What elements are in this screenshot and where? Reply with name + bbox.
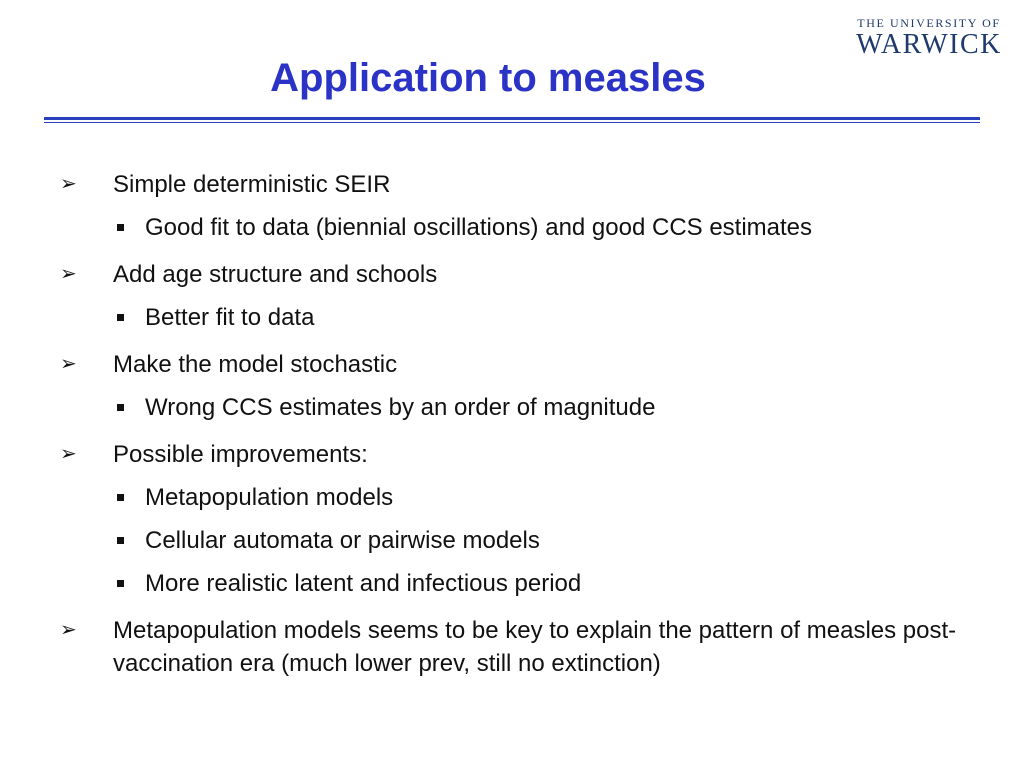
- sub-bullet-item: [113, 211, 980, 244]
- sub-bullet-text: More realistic latent and infectious period: [145, 570, 582, 597]
- bullet-group: [60, 614, 980, 680]
- arrowhead-bullet-icon: ➢: [60, 619, 77, 641]
- bullet-text: Possible improvements:: [113, 441, 368, 468]
- bullet-text: Metapopulation models seems to be key to explain the pattern of measles post-vaccination era (much lower prev, still no extinction): [113, 617, 957, 677]
- sub-bullet-text: Metapopulation models: [145, 484, 394, 511]
- bullet-item: [60, 348, 980, 381]
- sub-bullet-item: [113, 567, 980, 600]
- title-divider: [44, 117, 980, 120]
- square-bullet-icon: [113, 391, 145, 424]
- square-bullet-icon: [113, 567, 145, 600]
- bullet-text: Make the model stochastic: [113, 351, 398, 378]
- sub-bullet-item: [113, 524, 980, 557]
- square-bullet-icon: [113, 211, 145, 244]
- logo-line-main: WARWICK: [856, 29, 1002, 60]
- bullet-item: [60, 438, 980, 471]
- bullet-item: [60, 614, 980, 680]
- square-bullet-icon: [113, 524, 145, 557]
- bullet-group: [60, 258, 980, 334]
- title-divider-thin: [44, 122, 980, 123]
- logo-line-top: THE UNIVERSITY OF: [857, 16, 1001, 30]
- bullet-text: Simple deterministic SEIR: [113, 171, 391, 198]
- square-bullet-icon: [113, 301, 145, 334]
- arrowhead-bullet-icon: ➢: [60, 443, 77, 465]
- sub-bullet-item: [113, 391, 980, 424]
- bullet-group: [60, 348, 980, 424]
- arrowhead-bullet-icon: ➢: [60, 353, 77, 375]
- bullet-group: [60, 168, 980, 244]
- sub-bullet-text: Better fit to data: [145, 304, 315, 331]
- slide-title: Application to measles: [270, 56, 706, 100]
- square-bullet-icon: [113, 481, 145, 514]
- slide-body: [60, 168, 980, 694]
- bullet-group: [60, 438, 980, 600]
- bullet-text: Add age structure and schools: [113, 261, 438, 288]
- sub-bullet-text: Good fit to data (biennial oscillations) and good CCS estimates: [145, 214, 813, 241]
- arrowhead-bullet-icon: ➢: [60, 263, 77, 285]
- bullet-item: [60, 258, 980, 291]
- sub-bullet-text: Cellular automata or pairwise models: [145, 527, 540, 554]
- sub-bullet-item: [113, 481, 980, 514]
- sub-bullet-item: [113, 301, 980, 334]
- bullet-item: [60, 168, 980, 201]
- arrowhead-bullet-icon: ➢: [60, 173, 77, 195]
- sub-bullet-text: Wrong CCS estimates by an order of magnitude: [145, 394, 656, 421]
